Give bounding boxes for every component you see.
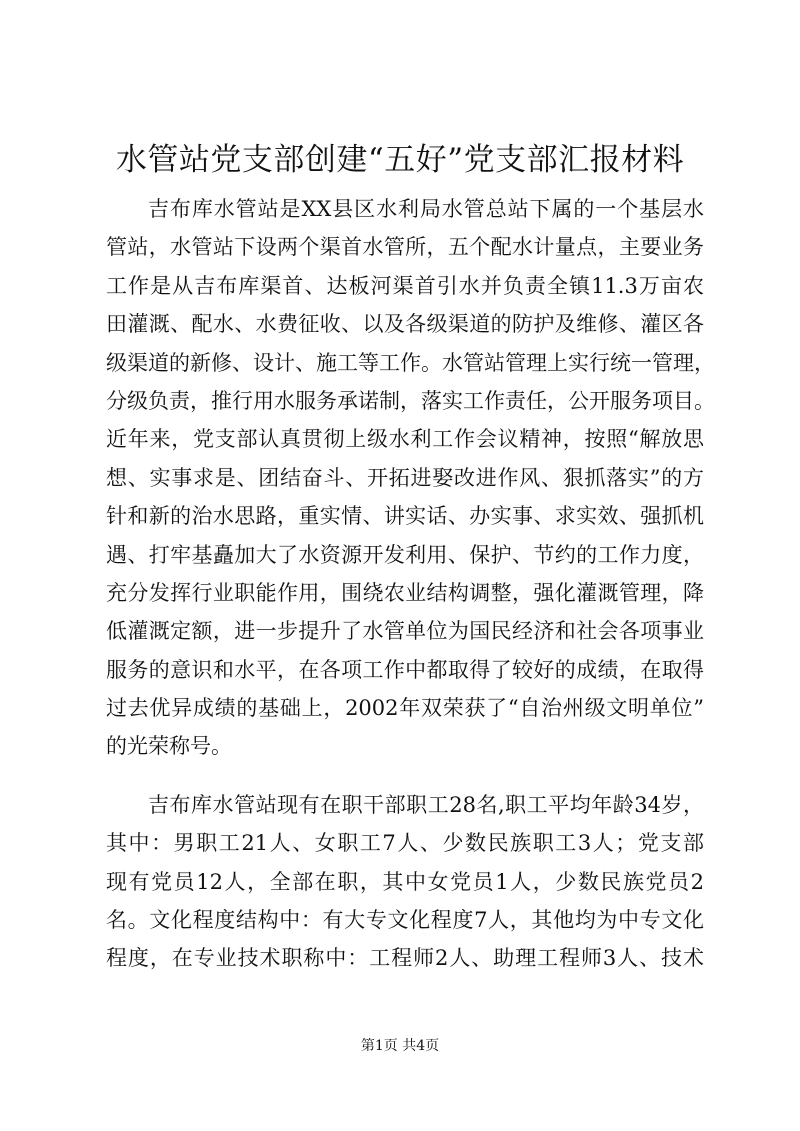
text-line: 想、实事求是、团结奋斗、开拓进娶改进作风、狠抓落实”的方 [106, 465, 704, 490]
text-line: 充分发挥行业职能作用，围绕农业结构调整，强化灌溉管理，降 [106, 580, 704, 605]
text-line: 吉布库水管站是XX县区水利局水管总站下属的一个基层水 [148, 197, 704, 221]
text-line: 管站，水管站下设两个渠首水管所，五个配水计量点，主要业务 [106, 235, 704, 260]
text-line: 分级负责，推行用水服务承诺制，落实工作责任，公开服务项目。 [106, 388, 715, 413]
page-footer: 第1页 共4页 [360, 1038, 440, 1054]
text-line: 名。文化程度结构中：有大专文化程度7人，其他均为中专文化 [106, 908, 704, 933]
paragraph-spacer [106, 766, 704, 786]
text-line: 其中：男职工21人、女职工7人、少数民族职工3人；党支部 [106, 831, 704, 856]
text-line: 现有党员12人，全部在职，其中女党员1人，少数民族党员2 [106, 869, 704, 894]
text-line: 程度，在专业技术职称中：工程师2人、助理工程师3人、技术 [106, 946, 704, 971]
text-line: 低灌溉定额，进一步提升了水管单位为国民经济和社会各项事业 [106, 619, 704, 644]
text-line: 工作是从吉布库渠首、达板河渠首引水并负责全镇11.3万亩农 [106, 273, 704, 298]
text-line: 服务的意识和水平，在各项工作中都取得了较好的成绩，在取得 [106, 657, 704, 682]
text-line: 吉布库水管站现有在职干部职工28名,职工平均年龄34岁， [148, 792, 704, 817]
document-body [106, 190, 715, 978]
text-line: 级渠道的新修、设计、施工等工作。水管站管理上实行统一管理， [106, 350, 715, 375]
paragraph-2 [106, 786, 704, 978]
text-line: 遇、打牢基矗加大了水资源开发利用、保护、节约的工作力度， [106, 542, 704, 567]
text-line: 的光荣称号。 [106, 734, 232, 759]
paragraph-1 [106, 190, 715, 766]
text-line: 近年来，党支部认真贯彻上级水利工作会议精神，按照“解放思 [106, 427, 704, 452]
text-line: 田灌溉、配水、水费征收、以及各级渠道的防护及维修、灌区各 [106, 312, 704, 337]
page-title: 水管站党支部创建“五好”党支部汇报材料 [115, 142, 685, 178]
text-line: 过去优异成绩的基础上，2002年双荣获了“自治州级文明单位” [106, 696, 704, 721]
text-line: 针和新的治水思路，重实情、讲实话、办实事、求实效、强抓机 [106, 504, 704, 529]
